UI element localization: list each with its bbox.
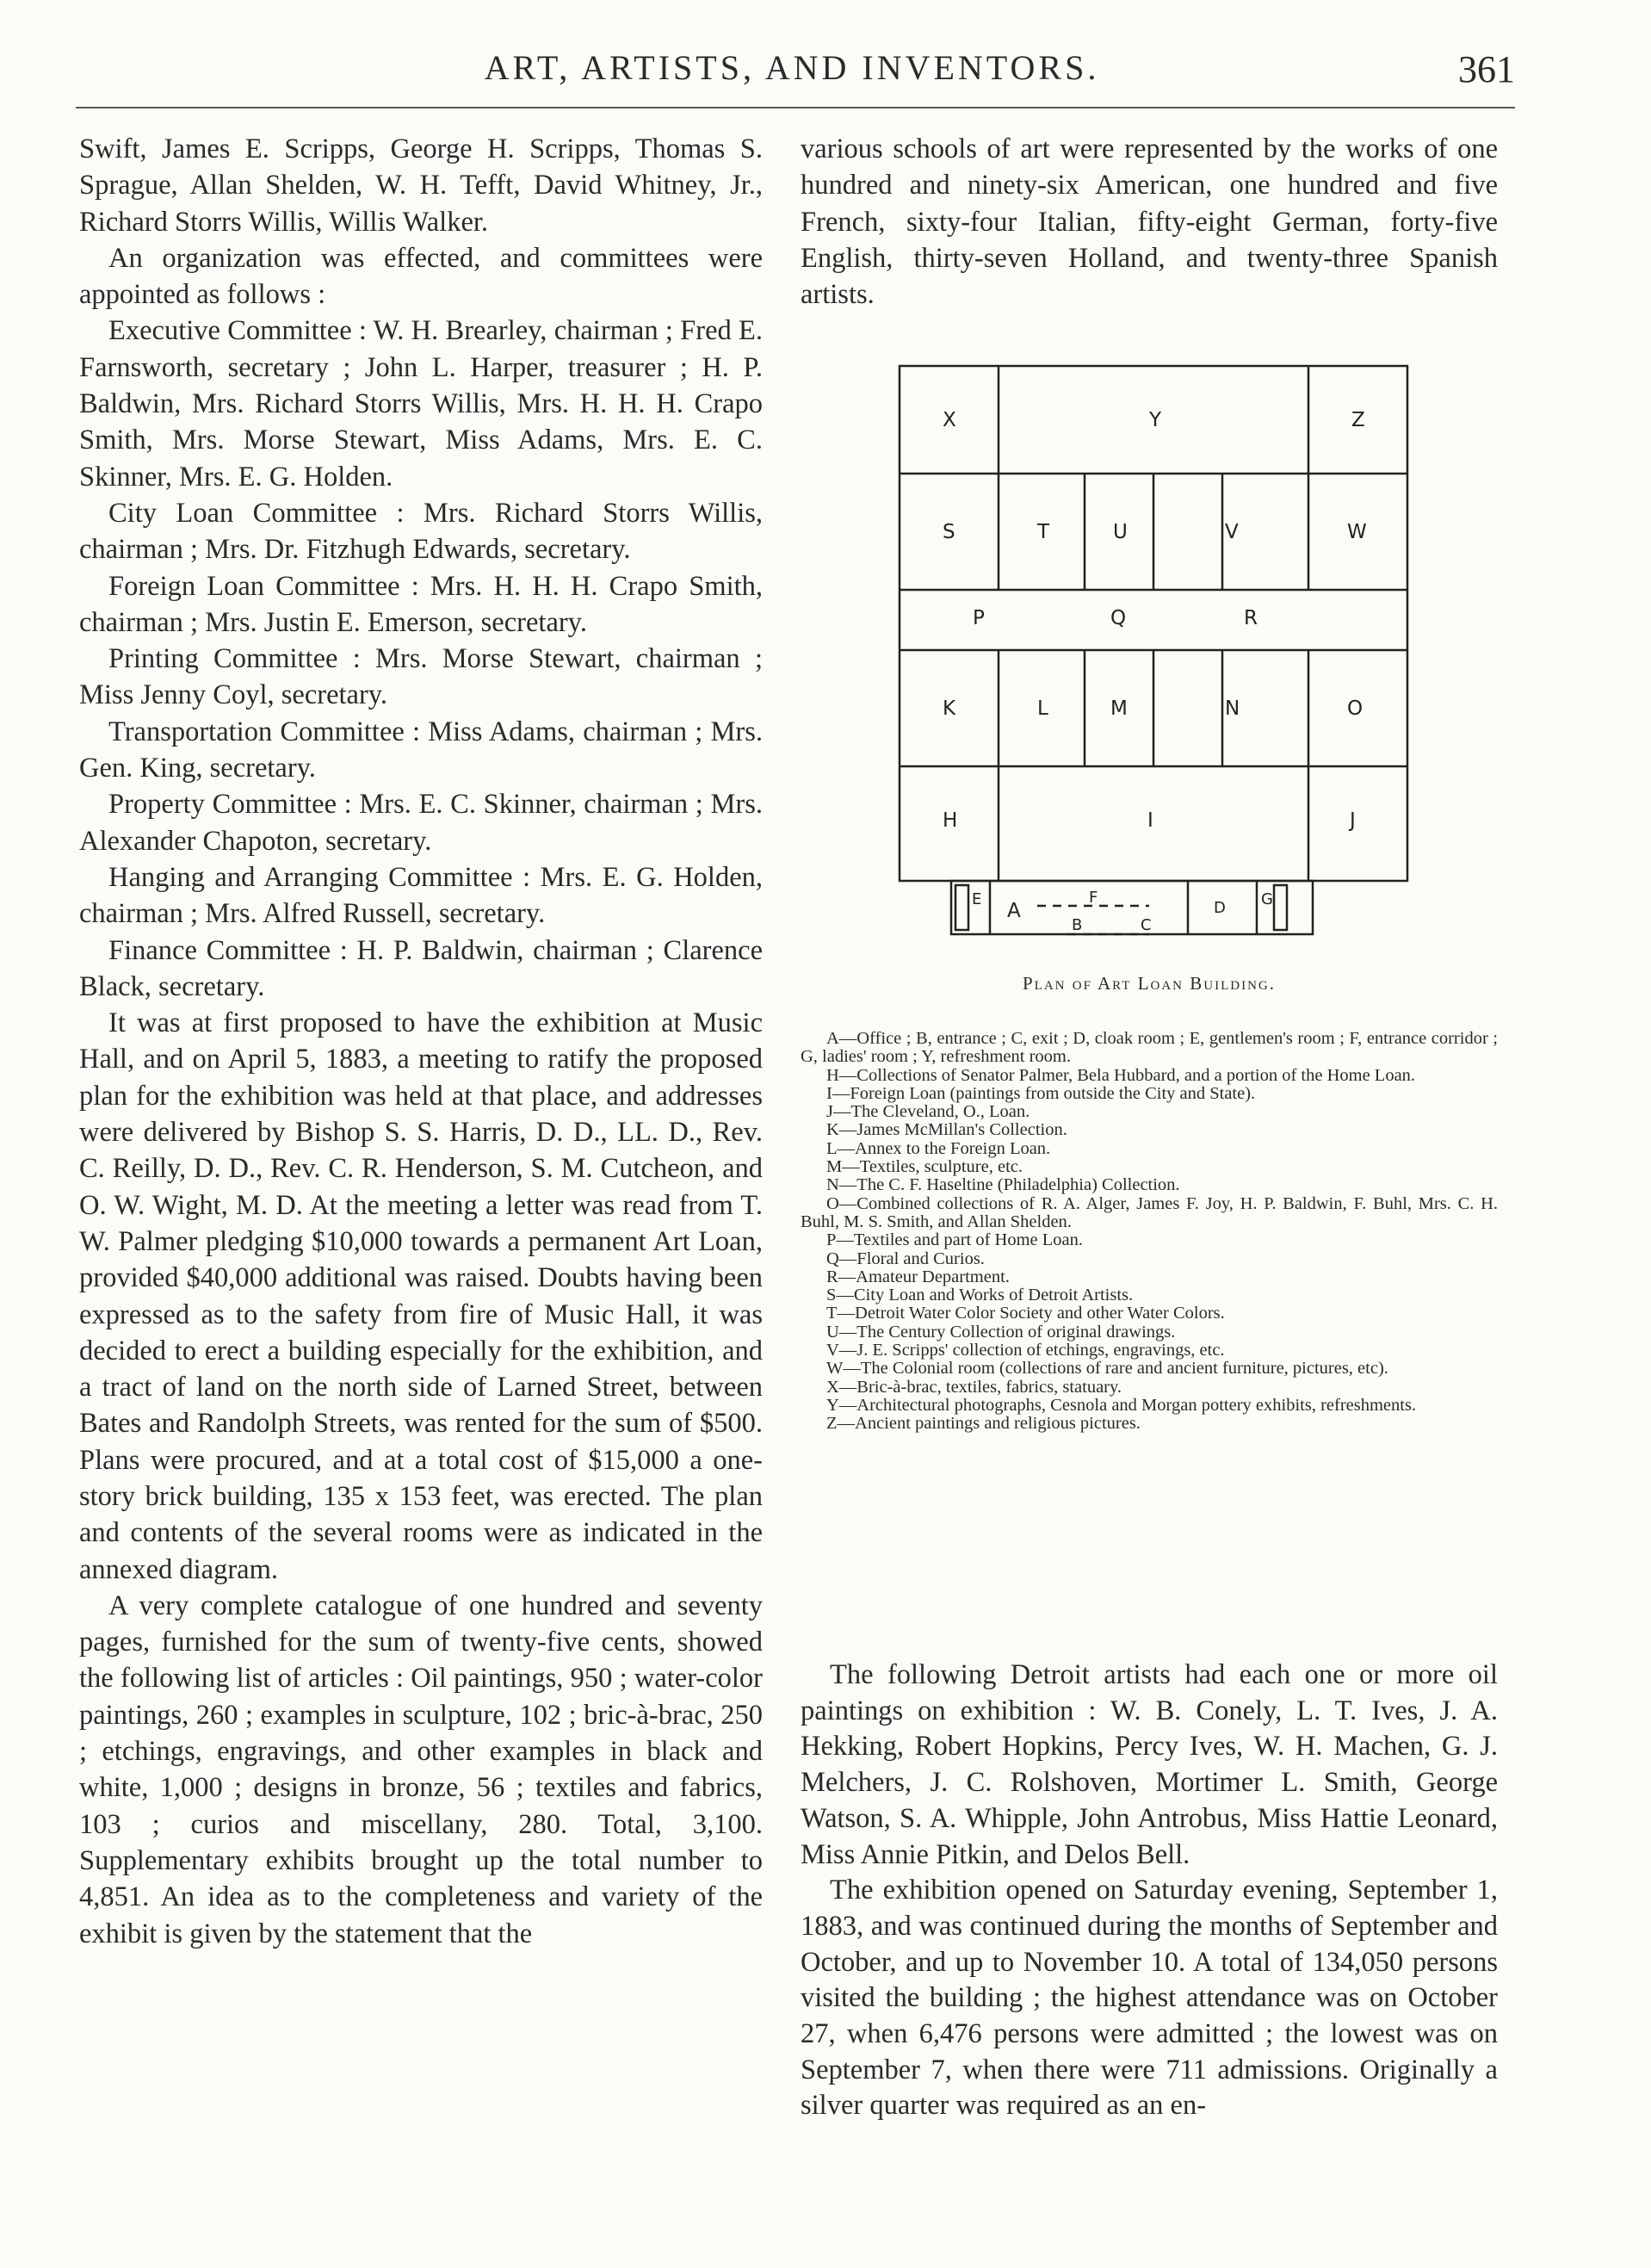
legend-item: T—Detroit Water Color Society and other Water Colors. (826, 1304, 1225, 1323)
room-label: Q (1110, 607, 1127, 629)
legend-item: K—James McMillan's Collection. (826, 1120, 1067, 1140)
paragraph: Transportation Committee : Miss Adams, chairman ; Mrs. Gen. King, secretary. (79, 716, 763, 784)
legend-item: X—Bric-à-brac, textiles, fabrics, statuary. (826, 1377, 1122, 1397)
room-label: T (1037, 521, 1050, 543)
legend-item: Q—Floral and Curios. (826, 1249, 985, 1268)
legend-item: Z—Ancient paintings and religious pictures. (826, 1414, 1141, 1434)
paragraph: The following Detroit artists had each one or more oil paintings on exhibition : W. B. Conely, L. T. Ives, J. A. Hekking, Robert Hopkins, Percy Ives, W. H. Machen, G. J. Melchers, J. C. Rolshoven, Mortimer L. Smith, George Watson, S. A. Whipple, John Antrobus, Miss Hattie Leonard, Miss Annie Pitkin, and Delos Bell. (801, 1659, 1498, 1870)
paragraph: Printing Committee : Mrs. Morse Stewart, chairman ; Miss Jenny Coyl, secretary. (79, 643, 763, 711)
legend-item: H—Collections of Senator Palmer, Bela Hubbard, and a portion of the Home Loan. (826, 1065, 1416, 1085)
room-label: W (1347, 521, 1367, 543)
legend-item: M—Textiles, sculpture, etc. (826, 1157, 1023, 1177)
room-label: N (1225, 697, 1240, 720)
room-label: J (1350, 809, 1356, 832)
paragraph: A very complete catalogue of one hundred and seventy pages, furnished for the sum of twenty-five cents, showed the following list of articles : Oil paintings, 950 ; water-color paintings, 260 ; examples in sculpture, 102 ; bric-à-brac, 250 ; etchings, engravings, and other examples in black and white, 1,000 ; designs in bronze, 56 ; textiles and fabrics, 103 ; curios and miscellany, 280. Total, 3,100. Supplementary exhibits brought up the total number to 4,851. An idea as to the completeness and variety of the exhibit is given by the statement that the (79, 1589, 763, 1949)
room-label: M (1110, 697, 1128, 720)
room-label: R (1244, 607, 1258, 629)
floor-plan-diagram (865, 362, 1425, 960)
legend-item: J—The Cleveland, O., Loan. (826, 1102, 1030, 1122)
room-label: L (1037, 697, 1048, 720)
paragraph: Foreign Loan Committee : Mrs. H. H. H. Crapo Smith, chairman ; Mrs. Justin E. Emerson, secretary. (79, 570, 763, 638)
legend-item: A—Office ; B, entrance ; C, exit ; D, cloak room ; E, gentlemen's room ; F, entrance corridor ; G, ladies' room ; Y, refreshment room. (801, 1029, 1498, 1067)
left-column (79, 131, 763, 1952)
room-label: S (943, 521, 955, 543)
right-column-top (801, 131, 1498, 313)
room-label: D (1214, 899, 1226, 917)
paragraph: Executive Committee : W. H. Brearley, chairman ; Fred E. Farnsworth, secretary ; John L. Harper, treasurer ; H. P. Baldwin, Mrs. Richard Storrs Willis, Mrs. H. H. H. Crapo Smith, Mrs. Morse Stewart, Miss Adams, Mrs. E. C. Skinner, Mrs. E. G. Holden. (79, 315, 763, 493)
page-header (69, 47, 1515, 99)
paragraph: Hanging and Arranging Committee : Mrs. E. G. Holden, chairman ; Mrs. Alfred Russell, secretary. (79, 861, 763, 930)
header-rule (76, 107, 1515, 108)
paragraph: An organization was effected, and committees were appointed as follows : (79, 242, 763, 311)
legend-item: P—Textiles and part of Home Loan. (826, 1230, 1084, 1250)
room-label: Y (1149, 409, 1162, 431)
room-label: E (972, 890, 982, 908)
figure-caption: Plan of Art Loan Building. (1022, 973, 1277, 994)
room-label: X (943, 409, 956, 431)
paragraph: various schools of art were represented by the works of one hundred and ninety-six American, one hundred and five French, sixty-four Italian, fifty-eight German, forty-five English, thirty-seven Holland, and twenty-three Spanish artists. (801, 133, 1498, 311)
paragraph: City Loan Committee : Mrs. Richard Storrs Willis, chairman ; Mrs. Dr. Fitzhugh Edwards, secretary. (79, 497, 763, 566)
floor-plan-svg (865, 362, 1425, 960)
plan-legend (801, 1030, 1498, 1434)
room-label: I (1147, 809, 1153, 832)
legend-item: N—The C. F. Haseltine (Philadelphia) Collection. (826, 1175, 1180, 1195)
room-label: K (943, 697, 956, 720)
page-number: 361 (1458, 48, 1515, 90)
legend-item: W—The Colonial room (collections of rare and ancient furniture, pictures, etc). (826, 1359, 1388, 1379)
paragraph: Swift, James E. Scripps, George H. Scripps, Thomas S. Sprague, Allan Shelden, W. H. Tefft, David Whitney, Jr., Richard Storrs Willis, Willis Walker. (79, 133, 763, 238)
legend-item: Y—Architectural photographs, Cesnola and Morgan pottery exhibits, refreshments. (826, 1395, 1417, 1415)
legend-item: L—Annex to the Foreign Loan. (826, 1138, 1051, 1158)
room-label: O (1347, 697, 1363, 720)
legend-item: V—J. E. Scripps' collection of etchings, engravings, etc. (826, 1341, 1225, 1360)
paragraph: The exhibition opened on Saturday evening, September 1, 1883, and was continued during the months of September and October, and up to November 10. A total of 134,050 persons visited the building ; the highest attendance was on October 27, when 6,476 persons were admitted ; the lowest was on September 7, when there were 711 admissions. Originally a silver quarter was required as an en- (801, 1875, 1498, 2122)
legend-item: S—City Loan and Works of Detroit Artists. (826, 1286, 1134, 1305)
room-label: U (1113, 521, 1128, 543)
room-label: C (1141, 916, 1152, 934)
room-label: A (1007, 900, 1021, 922)
legend-item: I—Foreign Loan (paintings from outside the City and State). (826, 1083, 1256, 1103)
legend-item: O—Combined collections of R. A. Alger, James F. Joy, H. P. Baldwin, F. Buhl, Mrs. C. H. Buhl, M. S. Smith, and Allan Shelden. (801, 1193, 1498, 1231)
room-label: B (1072, 916, 1083, 934)
room-label: V (1225, 521, 1239, 543)
room-label: G (1261, 890, 1273, 908)
right-column-bottom (801, 1658, 1498, 2124)
paragraph: It was at first proposed to have the exhibition at Music Hall, and on April 5, 1883, a meeting to ratify the proposed plan for the exhibition was held at that place, and addresses were delivered by Bishop S. S. Harris, D. D., LL. D., Rev. C. Reilly, D. D., Rev. C. R. Henderson, S. M. Cutcheon, and O. W. Wight, M. D. At the meeting a letter was read from T. W. Palmer pledging $10,000 towards a permanent Art Loan, provided $40,000 additional was raised. Doubts having been expressed as to the safety from fire of Music Hall, it was decided to erect a building especially for the exhibition, and a tract of land on the north side of Larned Street, between Bates and Randolph Streets, was rented for the sum of $500. Plans were procured, and at a total cost of $15,000 a one-story brick building, 135 x 153 feet, was erected. The plan and contents of the several rooms were as indicated in the annexed diagram. (79, 1007, 763, 1585)
room-label: P (973, 607, 985, 629)
room-label: Z (1351, 409, 1365, 431)
paragraph: Property Committee : Mrs. E. C. Skinner, chairman ; Mrs. Alexander Chapoton, secretary. (79, 789, 763, 857)
legend-item: R—Amateur Department. (826, 1267, 1010, 1286)
paragraph: Finance Committee : H. P. Baldwin, chairman ; Clarence Black, secretary. (79, 934, 763, 1002)
room-label: F (1089, 889, 1098, 907)
running-title: ART, ARTISTS, AND INVENTORS. (484, 48, 1100, 87)
room-label: H (943, 809, 958, 832)
legend-item: U—The Century Collection of original drawings. (826, 1322, 1176, 1342)
